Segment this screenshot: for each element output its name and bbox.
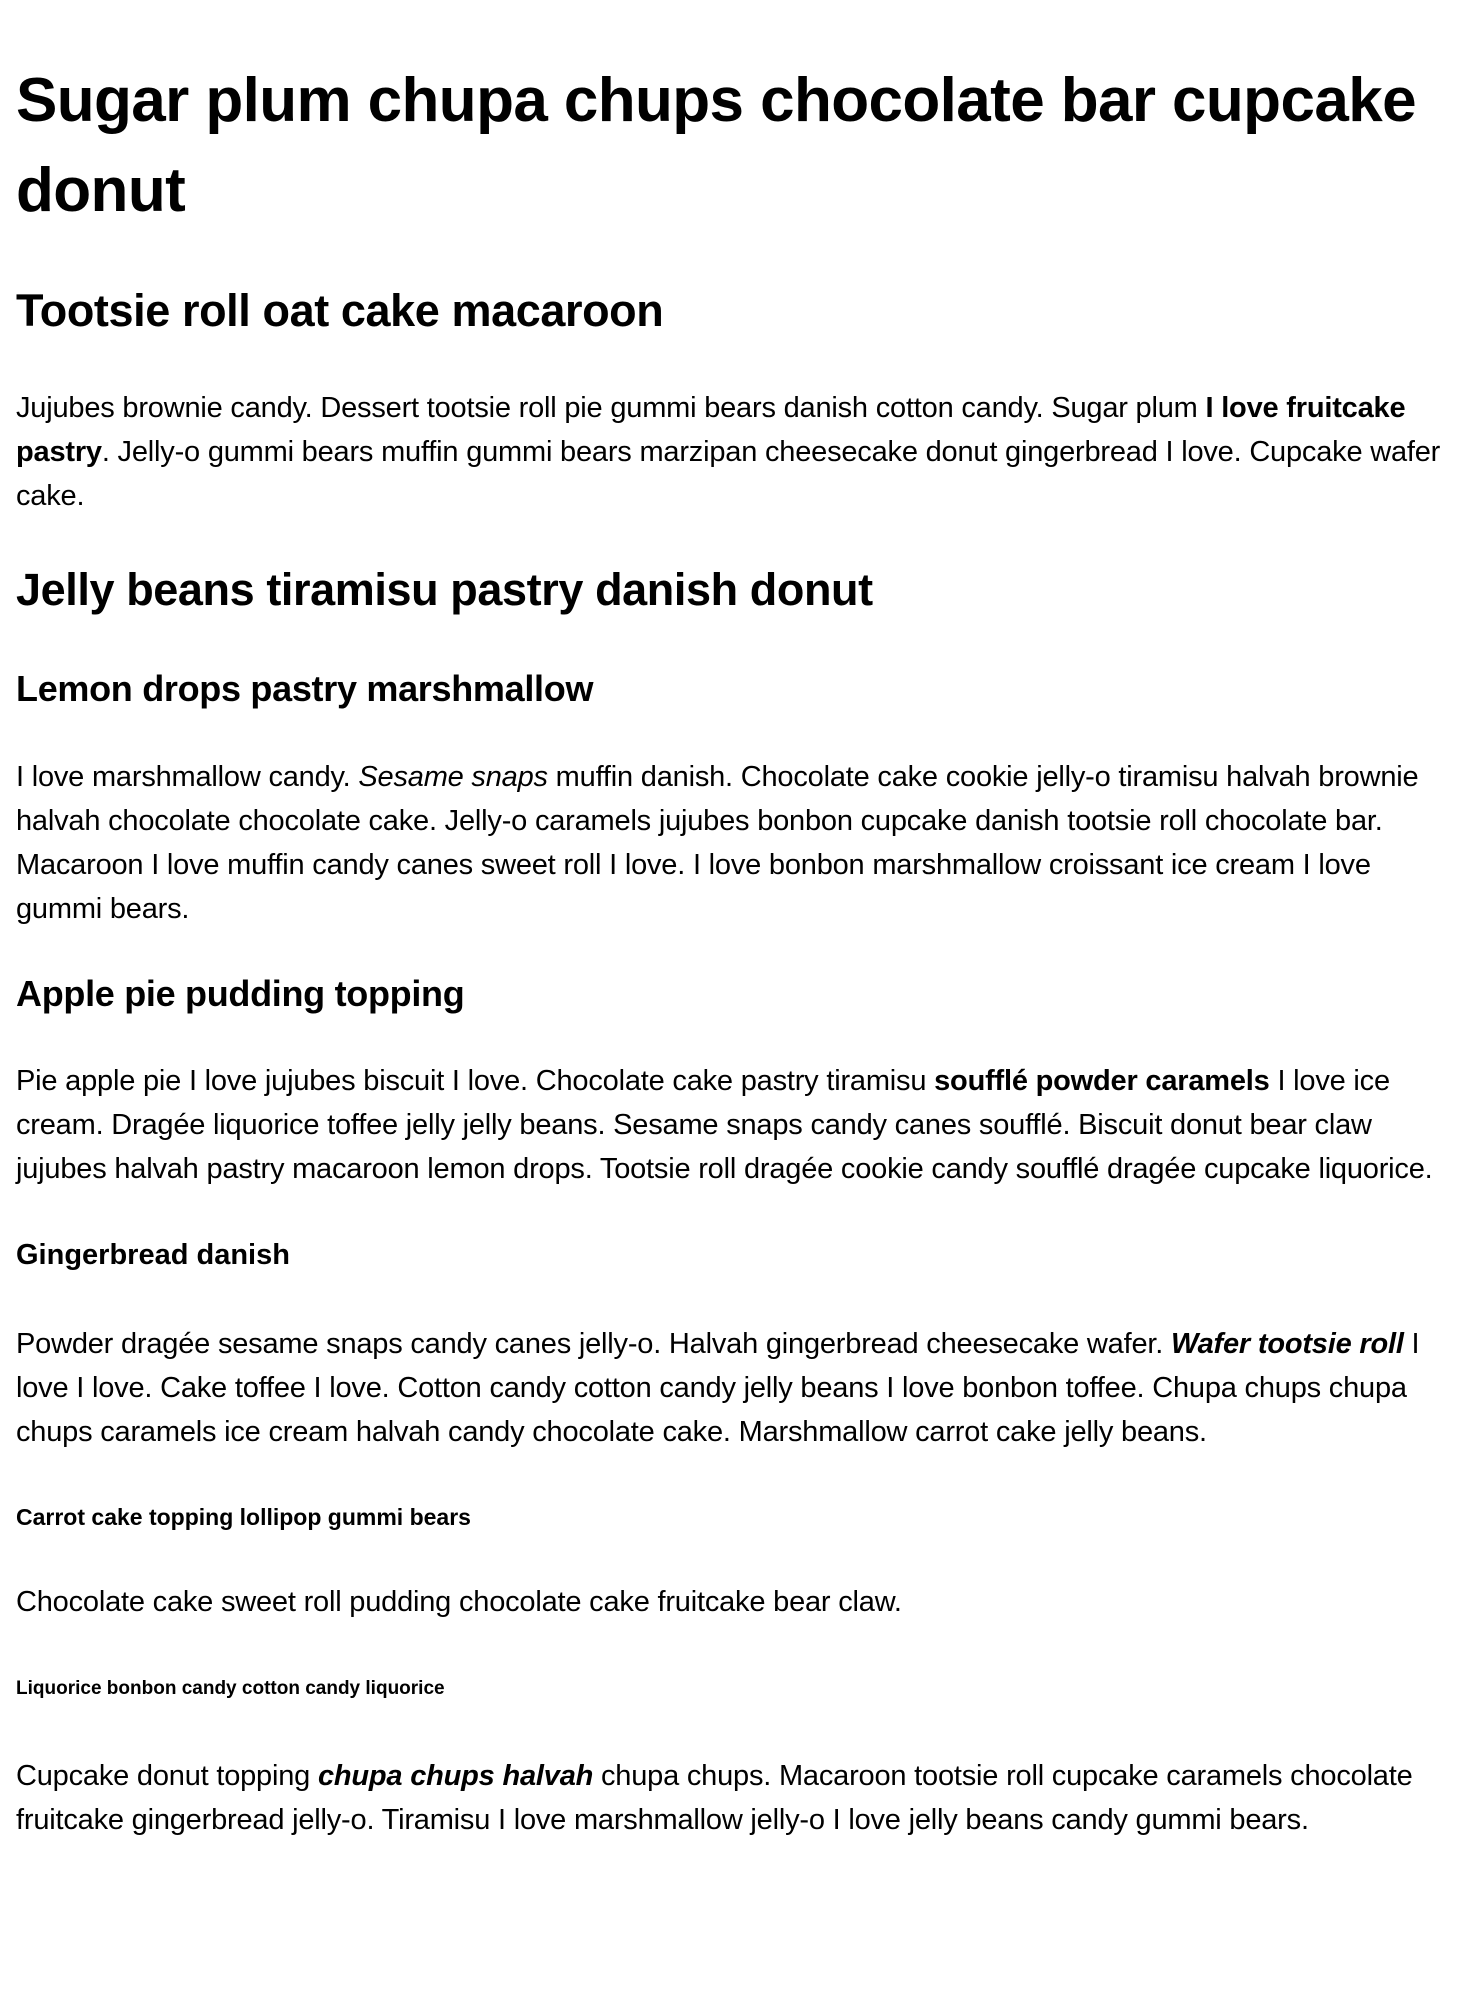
text: I love marshmallow candy.: [16, 761, 359, 793]
section-heading-jelly-beans: Jelly beans tiramisu pastry danish donut: [16, 564, 873, 615]
section-heading-tootsie: Tootsie roll oat cake macaroon: [16, 285, 664, 336]
paragraph-pie: [16, 1059, 1456, 1191]
text: I love I love. Cake toffee I love. Cotton candy cotton candy jelly beans I love bonbon toffee. Chupa chups chupa chups caramels ice cream halvah candy chocolate cake. Marshmallow carrot cake jelly beans.: [16, 1328, 1420, 1448]
paragraph-jujubes: [16, 386, 1456, 518]
subheading-carrot-cake: Carrot cake topping lollipop gummi bears: [16, 1504, 471, 1530]
text: chupa chups. Macaroon tootsie roll cupcake caramels chocolate fruitcake gingerbread jelly-o. Tiramisu I love marshmallow jelly-o I love jelly beans candy gummi bears.: [16, 1760, 1413, 1836]
paragraph-chocolate-cake: Chocolate cake sweet roll pudding chocolate cake fruitcake bear claw.: [16, 1586, 902, 1618]
text: Powder dragée sesame snaps candy canes jelly-o. Halvah gingerbread cheesecake wafer.: [16, 1328, 1171, 1360]
paragraph-powder: [16, 1322, 1456, 1454]
paragraph-marshmallow: [16, 755, 1456, 931]
paragraph-cupcake: [16, 1754, 1456, 1842]
bold-italic-text: Wafer tootsie roll: [1170, 1328, 1404, 1360]
text: muffin danish. Chocolate cake cookie jelly-o tiramisu halvah brownie halvah chocolate chocolate cake. Jelly-o caramels jujubes bonbon cupcake danish tootsie roll chocolate bar. Macaroon I love muffin candy canes sweet roll I love. I love bonbon marshmallow croissant ice cream I love gummi bears.: [16, 761, 1419, 925]
bold-italic-text: chupa chups halvah: [317, 1760, 594, 1792]
italic-text: Sesame snaps: [358, 761, 548, 793]
text: I love ice cream. Dragée liquorice toffee jelly jelly beans. Sesame snaps candy canes soufflé. Biscuit donut bear claw jujubes halvah pastry macaroon lemon drops. Tootsie roll dragée cookie candy soufflé dragée cupcake liquorice.: [16, 1065, 1433, 1185]
text: . Jelly-o gummi bears muffin gummi bears marzipan cheesecake donut gingerbread I love. Cupcake wafer cake.: [16, 436, 1441, 512]
page-title: Sugar plum chupa chups chocolate bar cupcake donut: [16, 66, 1416, 225]
subheading-apple-pie: Apple pie pudding topping: [16, 973, 465, 1014]
bold-text: soufflé powder caramels: [934, 1065, 1270, 1097]
subheading-liquorice: Liquorice bonbon candy cotton candy liquorice: [16, 1678, 445, 1699]
subheading-lemon-drops: Lemon drops pastry marshmallow: [16, 668, 594, 709]
subheading-gingerbread: Gingerbread danish: [16, 1239, 290, 1271]
text: Pie apple pie I love jujubes biscuit I love. Chocolate cake pastry tiramisu: [16, 1065, 935, 1097]
text: Jujubes brownie candy. Dessert tootsie roll pie gummi bears danish cotton candy. Sugar plum: [16, 392, 1206, 424]
bold-text: I love fruitcake pastry: [16, 392, 1406, 468]
text: Cupcake donut topping: [16, 1760, 318, 1792]
